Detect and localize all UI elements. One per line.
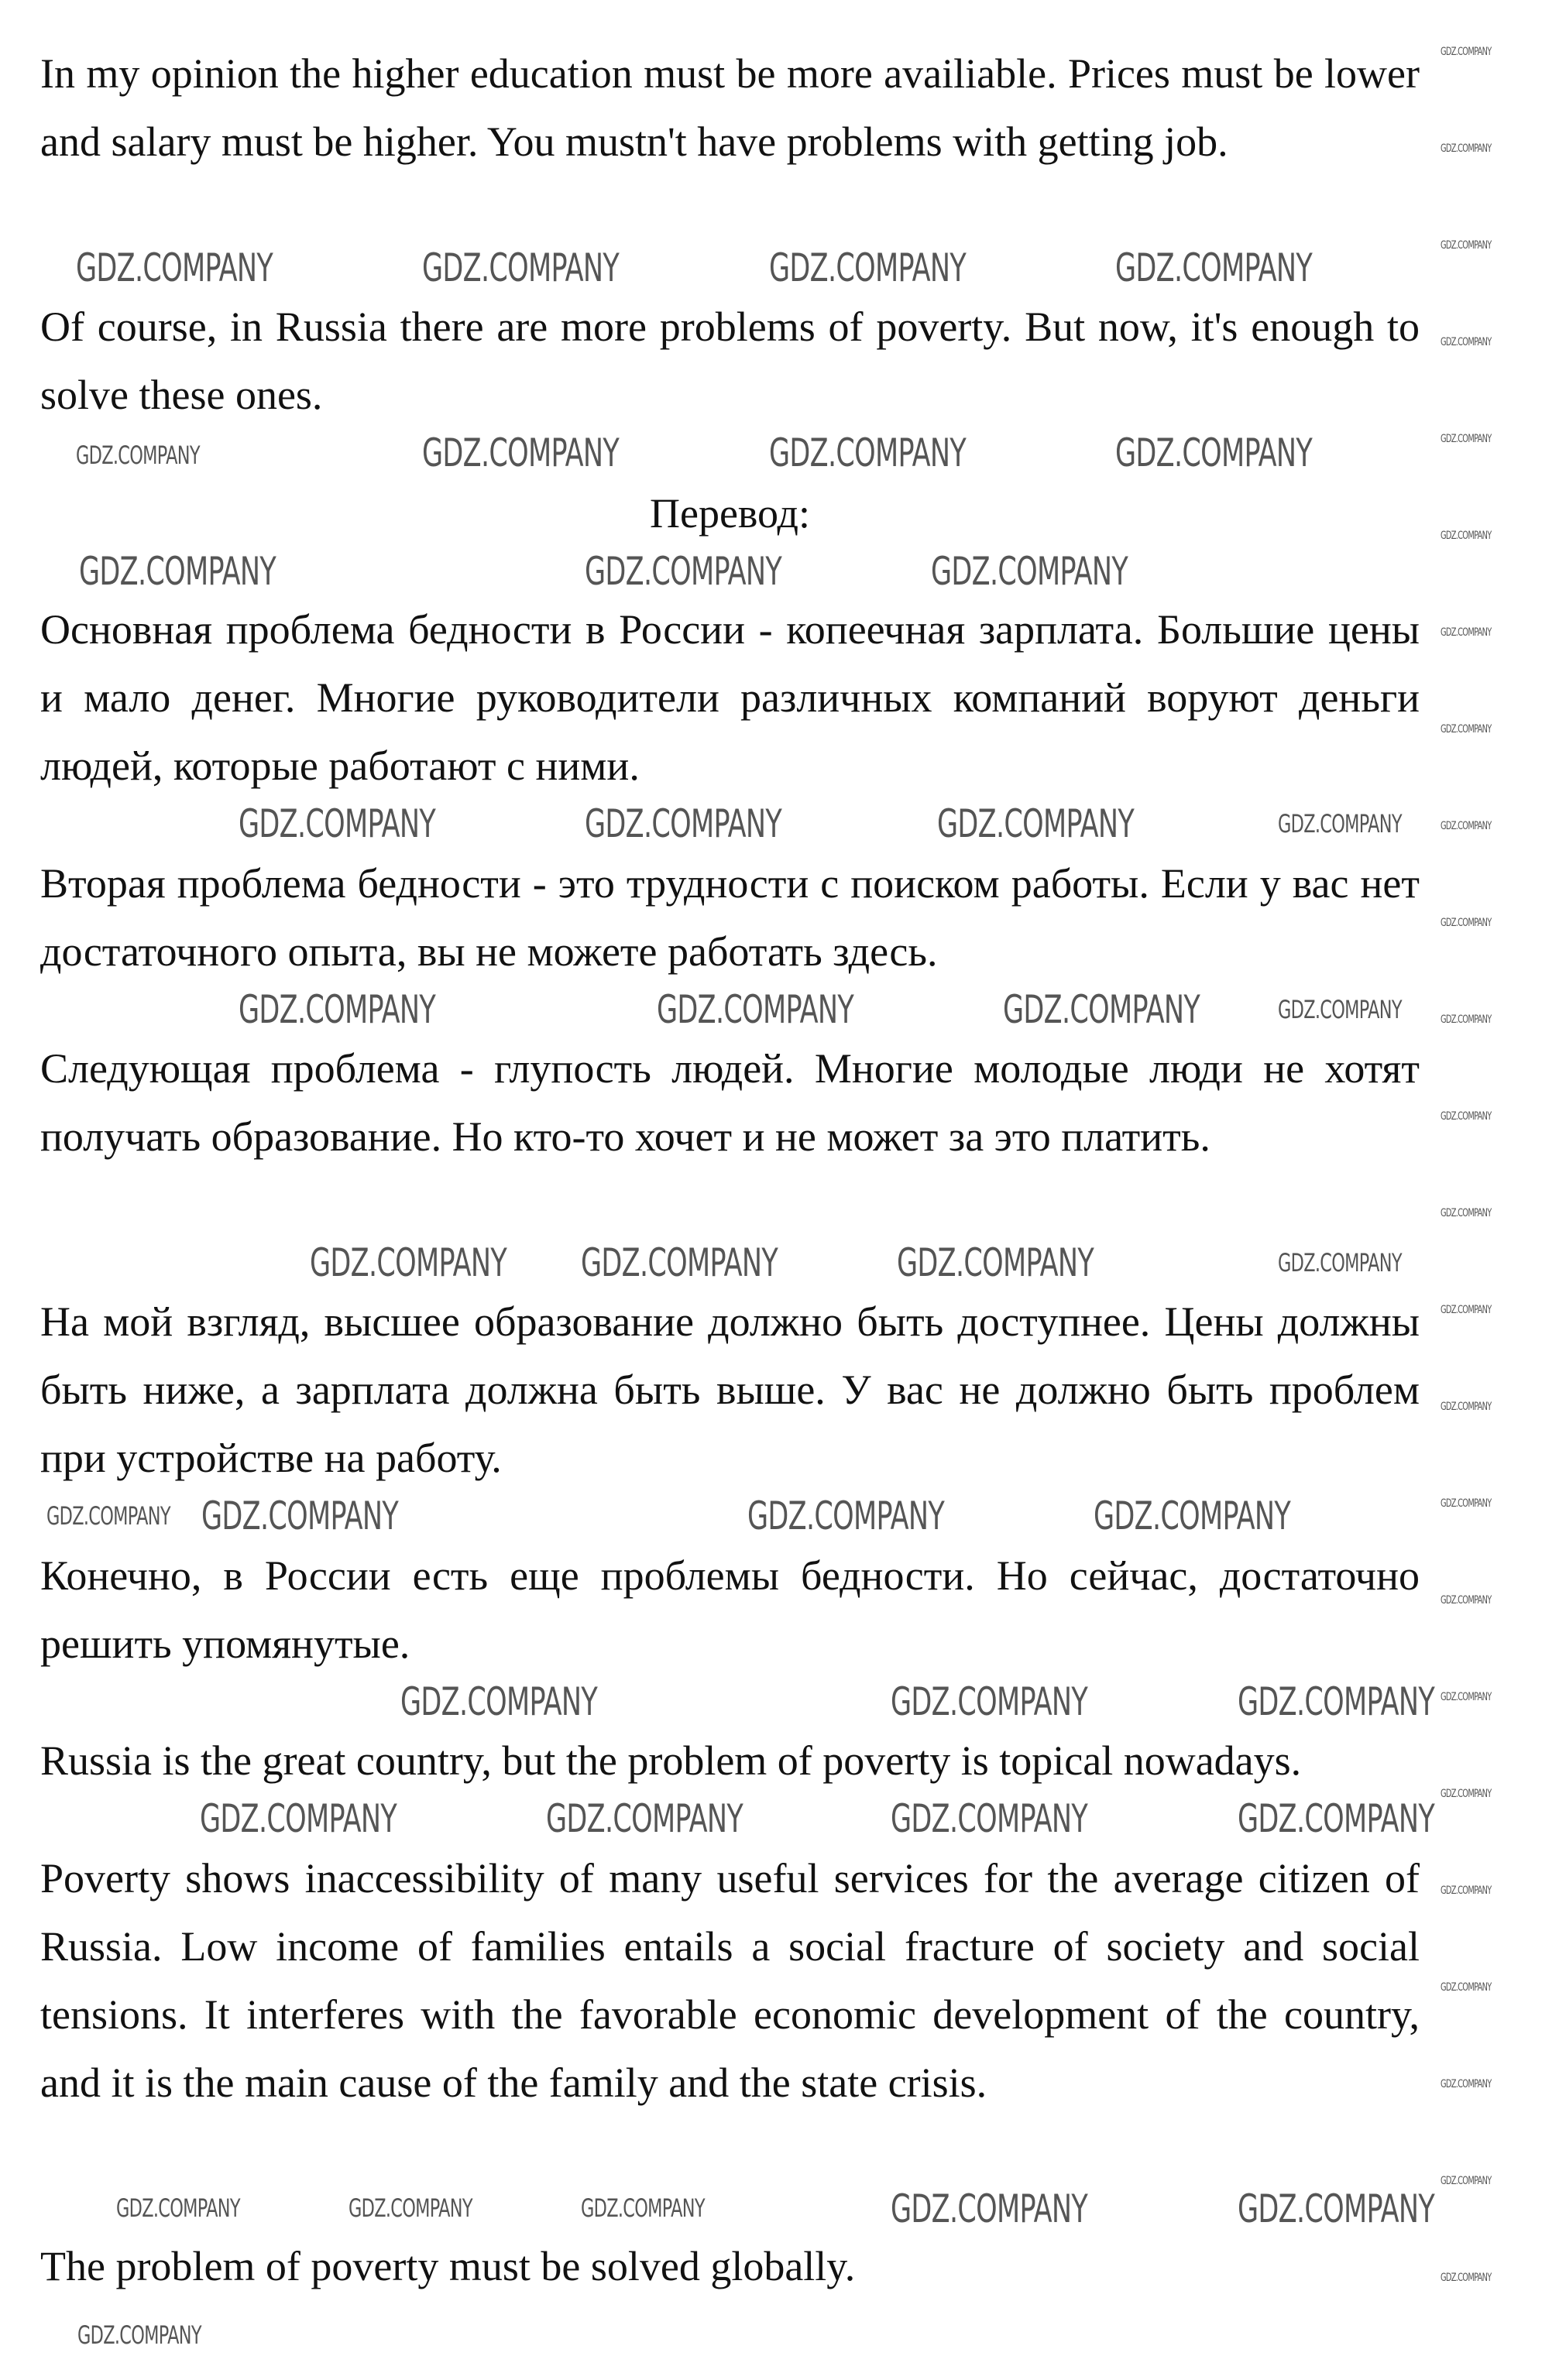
- paragraph-ru-opinion: На мой взгляд, высшее образование должно быть доступнее. Цены должны быть ниже, а зарплата должна быть выше. У вас не должно быть проблем при устройстве на работу.: [40, 1298, 1420, 1481]
- watermark: GDZ.COMPANY: [1441, 1884, 1492, 1897]
- watermark: GDZ.COMPANY: [1441, 46, 1492, 58]
- watermark: GDZ.COMPANY: [769, 430, 967, 475]
- watermark: GDZ.COMPANY: [1441, 820, 1492, 832]
- watermark: GDZ.COMPANY: [1441, 1594, 1492, 1607]
- watermark: GDZ.COMPANY: [1278, 1248, 1402, 1277]
- watermark: GDZ.COMPANY: [891, 1796, 1088, 1841]
- watermark: GDZ.COMPANY: [1441, 2272, 1492, 2284]
- watermark: GDZ.COMPANY: [400, 1679, 598, 1724]
- watermark: GDZ.COMPANY: [1238, 1679, 1435, 1724]
- watermark: GDZ.COMPANY: [546, 1796, 743, 1841]
- paragraph-solved-globally: The problem of poverty must be solved globally.: [40, 2243, 856, 2289]
- watermark: GDZ.COMPANY: [747, 1494, 945, 1538]
- watermark: GDZ.COMPANY: [422, 430, 620, 475]
- watermark: GDZ.COMPANY: [76, 441, 200, 470]
- watermark: GDZ.COMPANY: [1441, 917, 1492, 929]
- watermark: GDZ.COMPANY: [585, 801, 782, 846]
- watermark: GDZ.COMPANY: [1441, 336, 1492, 348]
- watermark: GDZ.COMPANY: [931, 549, 1128, 594]
- watermark: GDZ.COMPANY: [116, 2193, 240, 2223]
- watermark: GDZ.COMPANY: [1441, 1981, 1492, 1994]
- watermark: GDZ.COMPANY: [1441, 1207, 1492, 1219]
- translation-heading: Перевод:: [650, 490, 810, 537]
- watermark: GDZ.COMPANY: [897, 1240, 1094, 1285]
- watermark: GDZ.COMPANY: [201, 1494, 399, 1538]
- watermark: GDZ.COMPANY: [891, 2186, 1088, 2231]
- watermark: GDZ.COMPANY: [79, 549, 276, 594]
- watermark: GDZ.COMPANY: [581, 2193, 705, 2223]
- watermark: GDZ.COMPANY: [769, 245, 967, 290]
- watermark: GDZ.COMPANY: [422, 245, 620, 290]
- watermark: GDZ.COMPANY: [1238, 1796, 1435, 1841]
- paragraph-ru-next-problem: Следующая проблема - глупость людей. Многие молодые люди не хотят получать образование. Но кто-то хочет и не может за это платить.: [40, 1045, 1420, 1160]
- watermark: GDZ.COMPANY: [1278, 995, 1402, 1024]
- paragraph-russia-poverty: Of course, in Russia there are more problems of poverty. But now, it's enough to solve these ones.: [40, 304, 1420, 418]
- watermark: GDZ.COMPANY: [657, 987, 854, 1032]
- watermark: GDZ.COMPANY: [1441, 1401, 1492, 1413]
- watermark: GDZ.COMPANY: [1441, 1013, 1492, 1026]
- paragraph-russia-great-country: Russia is the great country, but the problem of poverty is topical nowadays.: [40, 1737, 1302, 1784]
- watermark: GDZ.COMPANY: [1441, 723, 1492, 736]
- watermark: GDZ.COMPANY: [937, 801, 1135, 846]
- watermark: GDZ.COMPANY: [1094, 1494, 1291, 1538]
- watermark: GDZ.COMPANY: [1003, 987, 1200, 1032]
- watermark: GDZ.COMPANY: [1238, 2186, 1435, 2231]
- paragraph-ru-conclusion: Конечно, в России есть еще проблемы бедности. Но сейчас, достаточно решить упомянутые.: [40, 1552, 1420, 1667]
- watermark: GDZ.COMPANY: [77, 2320, 201, 2350]
- paragraph-ru-second-problem: Вторая проблема бедности - это трудности с поиском работы. Если у вас нет достаточного опыта, вы не можете работать здесь.: [40, 860, 1420, 975]
- watermark: GDZ.COMPANY: [310, 1240, 507, 1285]
- watermark: GDZ.COMPANY: [349, 2193, 472, 2223]
- watermark: GDZ.COMPANY: [239, 801, 436, 846]
- watermark: GDZ.COMPANY: [1441, 2175, 1492, 2187]
- paragraph-ru-main-problem: Основная проблема бедности в России - копеечная зарплата. Большие цены и мало денег. Многие руководители различных компаний воруют деньги людей, которые работают с ними.: [40, 606, 1420, 789]
- paragraph-education-opinion: In my opinion the higher education must be more availiable. Prices must be lower and salary must be higher. You mustn't have problems with getting job.: [40, 50, 1420, 165]
- watermark: GDZ.COMPANY: [581, 1240, 778, 1285]
- watermark: GDZ.COMPANY: [76, 245, 273, 290]
- watermark: GDZ.COMPANY: [1441, 1691, 1492, 1703]
- watermark: GDZ.COMPANY: [1441, 530, 1492, 542]
- watermark: GDZ.COMPANY: [1115, 245, 1313, 290]
- watermark: GDZ.COMPANY: [46, 1501, 170, 1531]
- watermark: GDZ.COMPANY: [1441, 1110, 1492, 1123]
- watermark: GDZ.COMPANY: [1115, 430, 1313, 475]
- watermark: GDZ.COMPANY: [585, 549, 782, 594]
- watermark: GDZ.COMPANY: [1441, 1497, 1492, 1510]
- watermark: GDZ.COMPANY: [1441, 142, 1492, 155]
- watermark: GDZ.COMPANY: [1441, 239, 1492, 252]
- watermark: GDZ.COMPANY: [1278, 809, 1402, 838]
- watermark: GDZ.COMPANY: [1441, 1788, 1492, 1800]
- watermark: GDZ.COMPANY: [891, 1679, 1088, 1724]
- watermark: GDZ.COMPANY: [239, 987, 436, 1032]
- watermark: GDZ.COMPANY: [1441, 433, 1492, 445]
- paragraph-poverty-shows: Poverty shows inaccessibility of many useful services for the average citizen of Russia. Low income of families entails a social fracture of society and social tensions. It interferes with the favorable economic development of the country, and it is the main cause of the family and the state crisis.: [40, 1855, 1420, 2106]
- watermark: GDZ.COMPANY: [1441, 2078, 1492, 2090]
- watermark: GDZ.COMPANY: [1441, 626, 1492, 639]
- watermark: GDZ.COMPANY: [1441, 1304, 1492, 1316]
- watermark: GDZ.COMPANY: [200, 1796, 397, 1841]
